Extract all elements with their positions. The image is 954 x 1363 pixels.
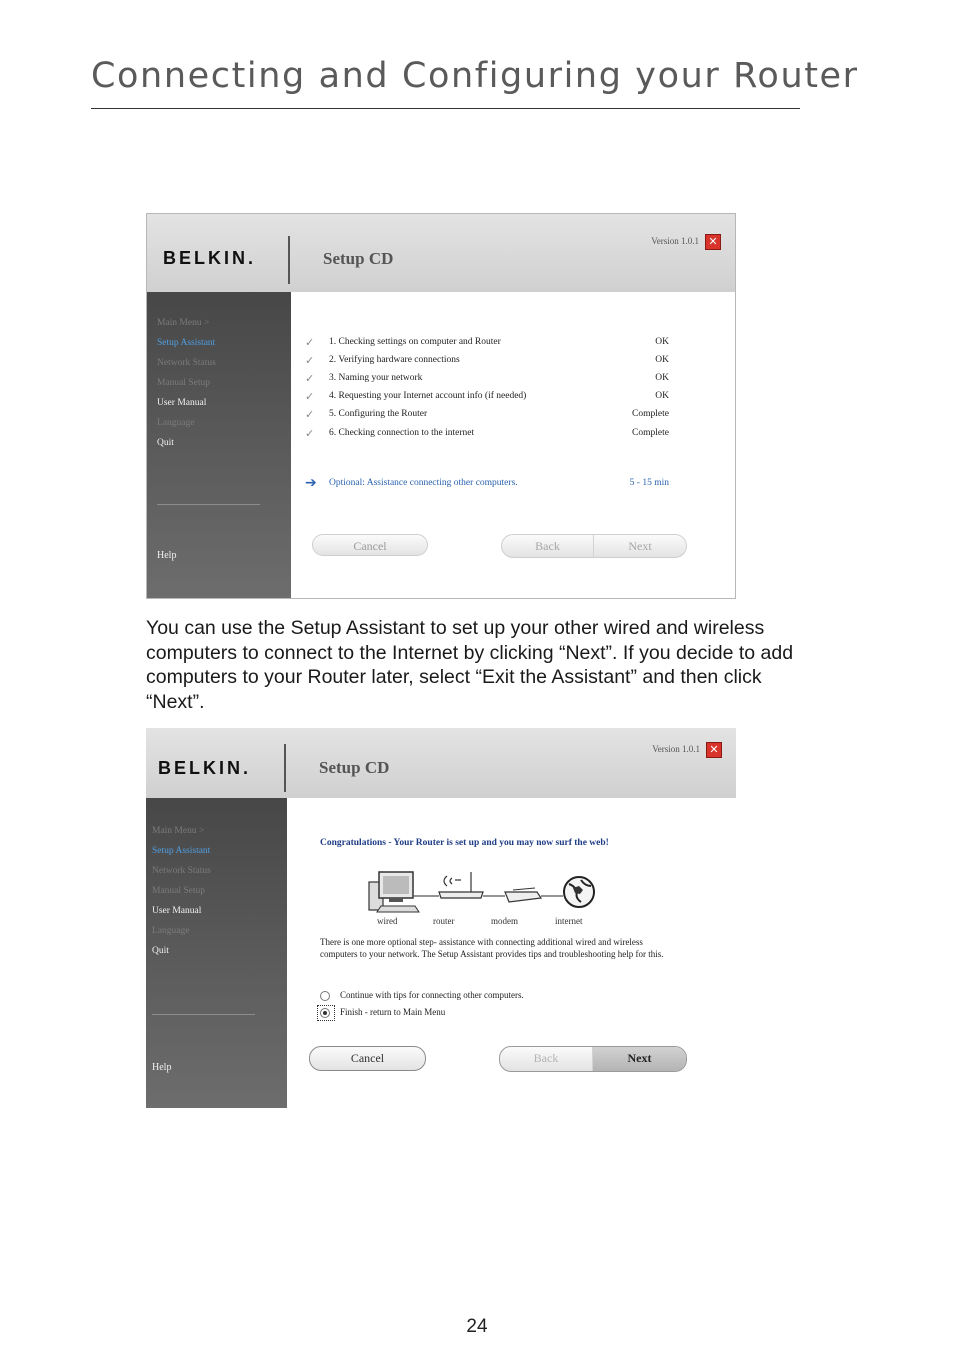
optional-step-duration: 5 - 15 min [629, 478, 669, 488]
belkin-logo: BELKIN. [163, 248, 256, 268]
close-icon[interactable]: ✕ [705, 234, 721, 250]
diagram-label-modem: modem [491, 916, 518, 926]
next-button[interactable]: Next [628, 539, 652, 553]
app-title: Setup CD [319, 758, 390, 777]
diagram-label-router: router [433, 916, 455, 926]
sidebar-item-main-menu[interactable]: Main Menu > [152, 826, 205, 836]
header-divider [284, 744, 286, 792]
step-row [305, 408, 735, 424]
sidebar-divider [157, 504, 260, 505]
nav-button-group [499, 1046, 687, 1072]
step-label: 2. Verifying hardware connections [329, 355, 460, 365]
header-divider [288, 236, 290, 284]
body-paragraph: You can use the Setup Assistant to set up your other wired and wireless computers to connect to the Internet by clicking “Next”. If you decide to add computers to your Router later, select “Exit the Assistant” and then click “Next”. [146, 617, 794, 713]
radio-button-selected[interactable] [320, 1008, 330, 1018]
close-icon[interactable]: ✕ [706, 742, 722, 758]
sidebar-item-manual-setup[interactable]: Manual Setup [152, 886, 206, 896]
main-content [287, 798, 736, 1108]
sidebar-item-quit[interactable]: Quit [152, 946, 169, 956]
back-button[interactable]: Back [500, 1047, 593, 1071]
congratulations-message: Congratulations - Your Router is set up and you may now surf the web! [320, 838, 609, 848]
app-header [146, 728, 736, 798]
option-label: Continue with tips for connecting other computers. [340, 990, 524, 1000]
version-label: Version 1.0.1 [652, 744, 700, 754]
sidebar-item-manual-setup[interactable]: Manual Setup [157, 378, 211, 388]
app-header [147, 214, 735, 292]
sidebar-item-help[interactable]: Help [157, 550, 177, 561]
sidebar-item-user-manual[interactable]: User Manual [157, 398, 207, 408]
step-row [305, 372, 735, 388]
checkmark-icon: ✓ [305, 354, 315, 367]
back-button[interactable]: Back [502, 535, 594, 557]
setup-cd-window-progress [146, 213, 736, 599]
sidebar-item-network-status[interactable]: Network Status [152, 866, 211, 876]
next-button[interactable]: Next [593, 1047, 686, 1071]
page-number: 24 [466, 1316, 488, 1337]
step-status: OK [655, 373, 669, 383]
step-label: 6. Checking connection to the internet [329, 428, 475, 438]
step-label: 4. Requesting your Internet account info (if needed) [329, 391, 527, 401]
checkmark-icon: ✓ [305, 390, 315, 403]
sidebar-item-setup-assistant[interactable]: Setup Assistant [152, 846, 211, 856]
modem-icon [505, 888, 541, 902]
step-row [305, 336, 735, 352]
checkmark-icon: ✓ [305, 372, 315, 385]
app-title: Setup CD [323, 249, 394, 268]
main-content [291, 292, 735, 598]
belkin-logo: BELKIN. [158, 758, 251, 778]
sidebar-item-setup-assistant[interactable]: Setup Assistant [157, 338, 216, 348]
cancel-button[interactable]: Cancel [312, 534, 428, 556]
step-status: Complete [632, 428, 669, 438]
step-row [305, 390, 735, 406]
step-row [305, 354, 735, 370]
sidebar-divider [152, 1014, 255, 1015]
sidebar-item-language[interactable]: Language [152, 926, 190, 936]
nav-button-group [501, 534, 687, 558]
step-row [305, 427, 735, 443]
version-label: Version 1.0.1 [651, 236, 699, 246]
checkmark-icon: ✓ [305, 336, 315, 349]
sidebar-item-user-manual[interactable]: User Manual [152, 906, 202, 916]
checkmark-icon: ✓ [305, 408, 315, 421]
step-status: OK [655, 337, 669, 347]
sidebar-item-main-menu[interactable]: Main Menu > [157, 318, 210, 328]
setup-cd-window-finished [146, 728, 736, 1108]
computer-icon [369, 872, 419, 912]
optional-step-label: Optional: Assistance connecting other computers. [329, 478, 518, 488]
info-text: There is one more optional step- assistance with connecting additional wired and wireless computers to your network. The Setup Assistant provides tips and troubleshooting help for this. [320, 937, 664, 959]
step-status: Complete [632, 409, 669, 419]
cancel-button[interactable]: Cancel [309, 1046, 426, 1071]
sidebar-item-quit[interactable]: Quit [157, 438, 174, 448]
sidebar-item-help[interactable]: Help [152, 1062, 172, 1073]
sidebar [146, 798, 287, 1108]
arrow-right-icon: ➔ [305, 475, 317, 491]
radio-button[interactable] [320, 991, 330, 1001]
step-label: 5. Configuring the Router [329, 409, 428, 419]
page-title: Connecting and Configuring your Router [91, 56, 859, 96]
router-icon [439, 872, 483, 898]
option-label: Finish - return to Main Menu [340, 1007, 446, 1017]
diagram-label-wired: wired [377, 916, 398, 926]
checkmark-icon: ✓ [305, 427, 315, 440]
step-status: OK [655, 391, 669, 401]
diagram-label-internet: internet [555, 916, 583, 926]
sidebar [147, 292, 291, 598]
sidebar-item-language[interactable]: Language [157, 418, 195, 428]
step-label: 1. Checking settings on computer and Router [329, 337, 501, 347]
globe-icon [564, 877, 594, 907]
title-rule [91, 108, 800, 109]
sidebar-item-network-status[interactable]: Network Status [157, 358, 216, 368]
step-status: OK [655, 355, 669, 365]
step-label: 3. Naming your network [329, 373, 423, 383]
